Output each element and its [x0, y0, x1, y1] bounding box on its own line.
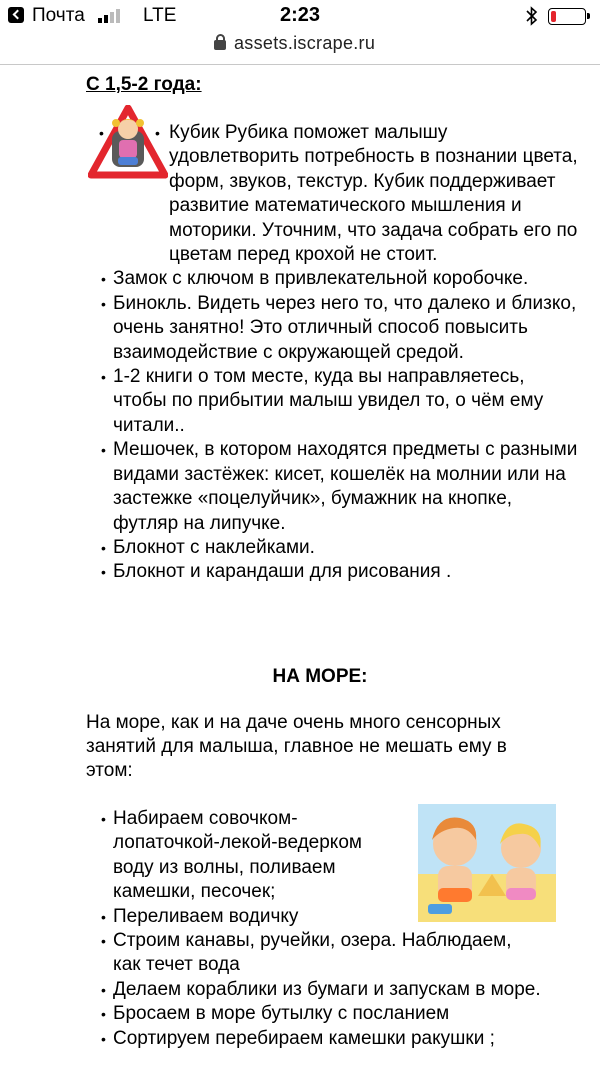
list-item-text: Мешочек, в котором находятся предметы с разными видами застёжек: кисет, кошелёк на молнии или на застежке «поцелуйчик», бумажник на кнопке, футляр на липучке. [113, 439, 578, 534]
battery-level [551, 11, 556, 22]
list-item [101, 978, 541, 1002]
list-item [101, 365, 581, 438]
list-item-text: Блокнот и карандаши для рисования . [113, 561, 452, 583]
list-item [101, 438, 581, 536]
section-heading-age: С 1,5-2 года: [86, 74, 202, 95]
list-item-text: Строим канавы, ручейки, озера. Наблюдаем, как течет вода [113, 930, 512, 976]
list-item-text: Кубик Рубика поможет малышу удовлетворить потребность в познании цвета, форм, звуков, текстур. Кубик поддерживает развитие математического мышления и моторики. Уточним, что задача собрать его по цветам перед крохой не стоит. [169, 122, 578, 266]
list-item-text: Бросаем в море бутылку с посланием [113, 1003, 450, 1025]
status-bar [0, 0, 600, 32]
bluetooth-icon [525, 6, 539, 26]
list-item [101, 905, 541, 929]
battery-icon [548, 8, 586, 25]
list-item [101, 536, 581, 560]
clock: 2:23 [279, 4, 321, 26]
list-item [101, 292, 581, 365]
network-type: LTE [143, 5, 177, 26]
toys-list-age [101, 121, 581, 585]
sea-activities-list [101, 807, 541, 1051]
list-item [101, 267, 581, 291]
list-item [101, 1027, 541, 1051]
list-item-text: Набираем совочком-лопаточкой-лекой-ведерком воду из волны, поливаем камешки, песочек; [113, 808, 362, 903]
list-item [101, 929, 541, 978]
list-item-text: 1-2 книги о том месте, куда вы направляетесь, чтобы по прибытии малыш увидел то, о чём ему читали.. [113, 366, 544, 436]
list-item [101, 807, 403, 905]
list-item-text: Блокнот с наклейками. [113, 536, 315, 558]
list-item-text: Сортируем перебираем камешки ракушки ; [113, 1027, 495, 1049]
address-bar[interactable] [0, 32, 600, 62]
back-to-app-label[interactable]: Почта [32, 5, 85, 26]
toolbar-divider [0, 64, 600, 65]
list-item-text: Замок с ключом в привлекательной коробочке. [113, 268, 529, 290]
list-item-text: Переливаем водичку [113, 905, 299, 927]
section-heading-sea: НА МОРЕ: [272, 666, 368, 687]
lock-icon [214, 40, 226, 50]
url-text[interactable]: assets.iscrape.ru [234, 33, 376, 53]
list-item-text: Бинокль. Видеть через него то, что далеко и близко, очень занятно! Это отличный способ повысить взаимодействие с окружающей средой. [113, 292, 577, 363]
list-item [101, 1002, 541, 1026]
list-item [101, 560, 581, 584]
section-intro: На море, как и на даче очень много сенсорных занятий для малыша, главное не мешать ему в этом: [86, 712, 507, 781]
list-item-text: Делаем кораблики из бумаги и запускам в море. [113, 978, 541, 1000]
list-item: • • Кубик Рубика поможет малышу удовлетворить потребность в познании цвета, форм, звуков, текстур. Кубик поддерживает развитие математического мышления и моторики. Уточним, что задача собрать его по цветам перед крохой не стоит. [99, 121, 581, 267]
